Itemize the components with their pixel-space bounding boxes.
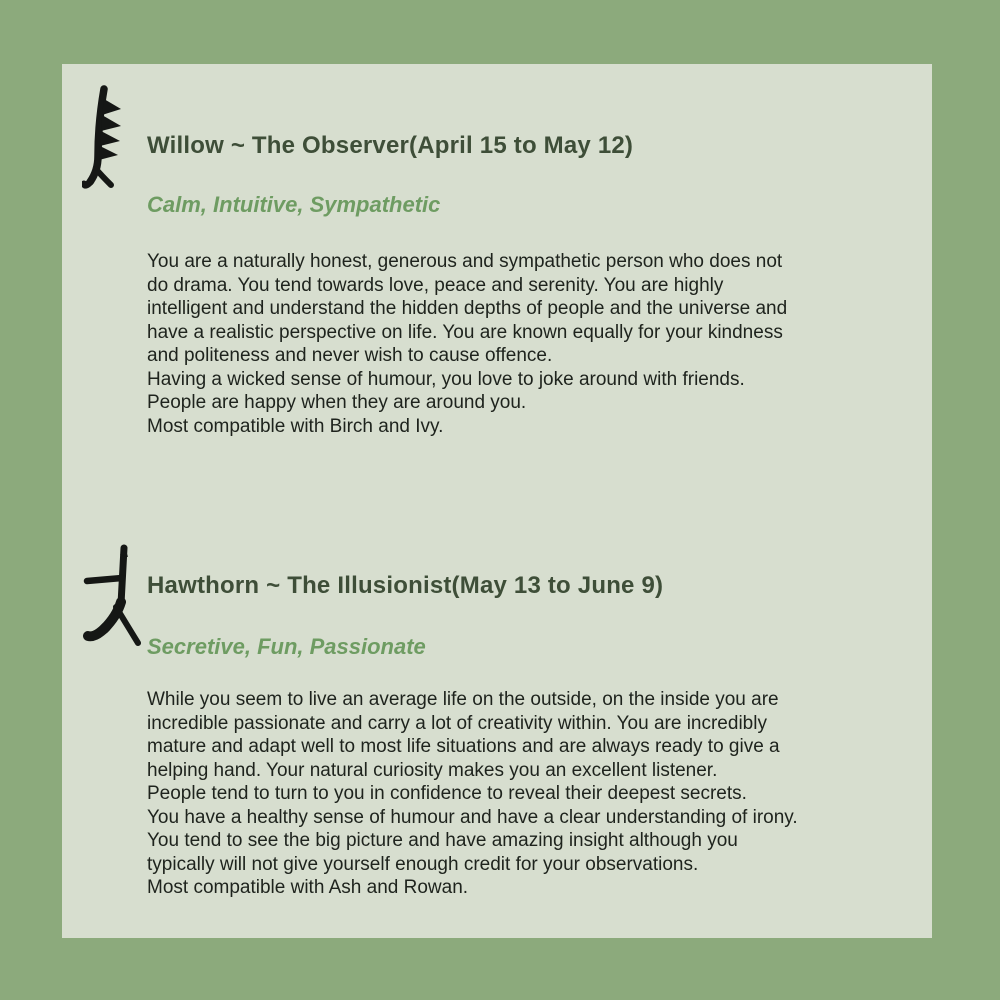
body-line: Most compatible with Ash and Rowan.: [147, 877, 469, 898]
body-line: helping hand. Your natural curiosity makes you an excellent listener.: [147, 759, 718, 781]
section-body-hawthorn: [147, 688, 798, 900]
body-line: You have a healthy sense of humour and have a clear understanding of irony.: [147, 806, 798, 828]
body-line: do drama. You tend towards love, peace and serenity. You are highly: [147, 274, 724, 296]
section-traits-willow: Calm, Intuitive, Sympathetic: [147, 192, 441, 217]
content-panel: [62, 64, 932, 938]
body-line: While you seem to live an average life on the outside, on the inside you are: [147, 689, 779, 710]
body-line: have a realistic perspective on life. You are known equally for your kindness: [147, 321, 783, 343]
willow-ogham-symbol-icon: [82, 84, 134, 194]
body-line: You are a naturally honest, generous and sympathetic person who does not: [147, 251, 783, 272]
section-title-willow: Willow ~ The Observer(April 15 to May 12): [147, 132, 634, 159]
body-line: incredible passionate and carry a lot of creativity within. You are incredibly: [147, 712, 767, 734]
body-line: and politeness and never wish to cause offence.: [147, 345, 553, 366]
body-line: People are happy when they are around you.: [147, 392, 527, 413]
section-title-hawthorn: Hawthorn ~ The Illusionist(May 13 to June 9): [147, 572, 664, 599]
body-line: intelligent and understand the hidden depths of people and the universe and: [147, 298, 788, 319]
section-traits-hawthorn: Secretive, Fun, Passionate: [147, 634, 426, 659]
body-line: Most compatible with Birch and Ivy.: [147, 415, 444, 437]
body-line: mature and adapt well to most life situations and are always ready to give a: [147, 736, 780, 757]
body-line: You tend to see the big picture and have amazing insight although you: [147, 830, 738, 851]
body-line: typically will not give yourself enough credit for your observations.: [147, 853, 699, 875]
body-line: Having a wicked sense of humour, you love to joke around with friends.: [147, 368, 745, 390]
body-line: People tend to turn to you in confidence to reveal their deepest secrets.: [147, 783, 747, 804]
section-body-willow: [147, 250, 787, 438]
hawthorn-ogham-symbol-icon: [80, 544, 142, 649]
